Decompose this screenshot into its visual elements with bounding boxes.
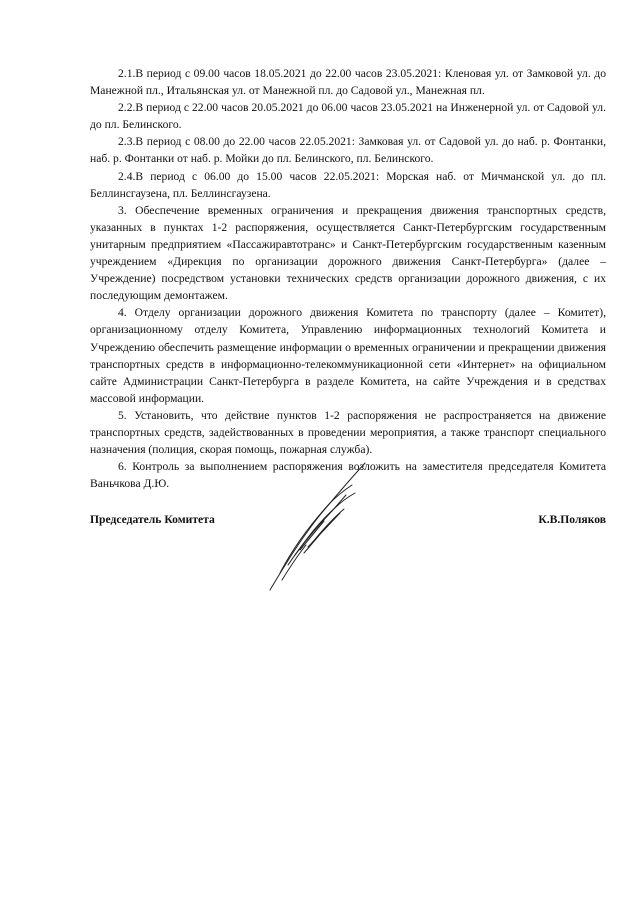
paragraph-4: 4. Отделу организации дорожного движения Комитета по транспорту (далее – Комитет), организационному отделу Комитета, Управлению информационных технологий Комитета и Учреждению обеспечить размещение информации о временных ограничении и прекращении движения транспортных средств в информационно-телекоммуникационной сети «Интернет» на официальном сайте Администрации Санкт-Петербурга в разделе Комитета, на сайте Учреждения и в средствах массовой информации. [90, 306, 606, 405]
signer-name: К.В.Поляков [538, 513, 606, 526]
paragraph-3: 3. Обеспечение временных ограничения и прекращения движения транспортных средств, указанных в пунктах 1-2 распоряжения, осуществляется Санкт-Петербургским государственным унитарным предприятием «Пассажиравтотранс» и Санкт-Петербургским государственным казенным учреждением «Дирекция по организации дорожного движения Санкт-Петербурга» (далее – Учреждение) посредством установки технических средств организации дорожного движения, с их последующим демонтажем. [90, 203, 606, 303]
paragraph-2-4: 2.4.В период с 06.00 до 15.00 часов 22.05.2021: Морская наб. от Мичманской ул. до пл. Беллинсгаузена, пл. Беллинсгаузена. [90, 169, 606, 200]
signer-position: Председатель Комитета [90, 513, 215, 526]
document-body [90, 65, 606, 492]
paragraph-2-2: 2.2.В период с 22.00 часов 20.05.2021 до 06.00 часов 23.05.2021 на Инженерной ул. от Садовой ул. до пл. Белинского. [90, 101, 606, 132]
handwritten-signature-icon [260, 455, 380, 595]
paragraph-6: 6. Контроль за выполнением распоряжения возложить на заместителя председателя Комитета Ваньчкова Д.Ю. [90, 460, 606, 491]
paragraph-2-1: 2.1.В период с 09.00 часов 18.05.2021 до 22.00 часов 23.05.2021: Кленовая ул. от Замковой ул. до Манежной пл., Итальянская ул. от Манежной пл. до Садовой ул., Манежная пл. [90, 67, 606, 98]
paragraph-5: 5. Установить, что действие пунктов 1-2 распоряжения не распространяется на движение транспортных средств, задействованных в проведении мероприятия, а также транспорт специального назначения (полиция, скорая помощь, пожарная служба). [90, 408, 606, 457]
paragraph-2-3: 2.3.В период с 08.00 до 22.00 часов 22.05.2021: Замковая ул. от Садовой ул. до наб. р. Фонтанки, наб. р. Фонтанки от наб. р. Мойки до пл. Белинского, пл. Белинского. [90, 135, 606, 166]
